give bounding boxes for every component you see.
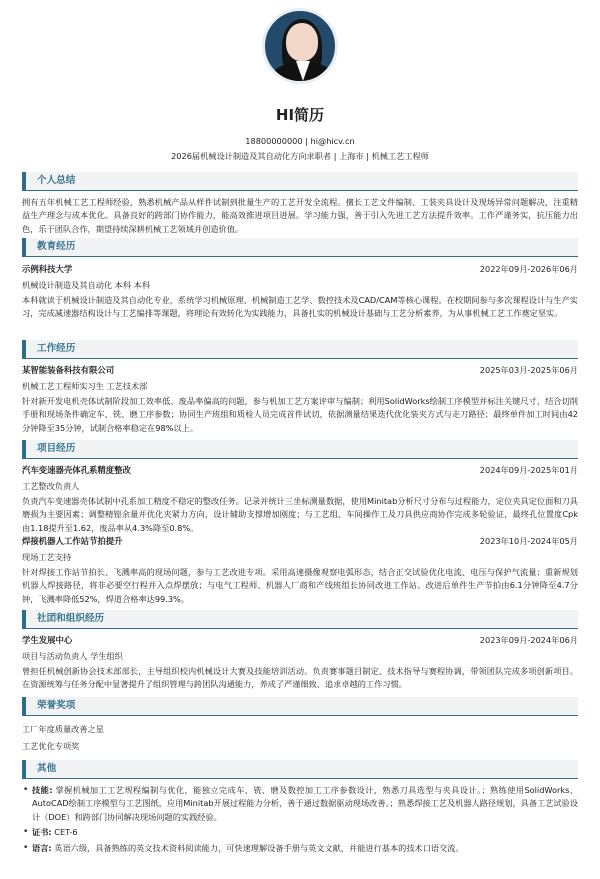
company-name: 某智能装备科技有限公司	[22, 365, 115, 375]
section-header-education	[22, 238, 578, 257]
section-marker	[22, 440, 26, 458]
campus-date: 2023年09月-2024年06月	[479, 635, 578, 645]
section-title: 其他	[37, 763, 57, 774]
section-title: 荣誉奖项	[37, 700, 76, 711]
section-title: 个人总结	[37, 175, 76, 186]
project-name: 汽车变速器壳体孔系精度整改	[22, 465, 131, 475]
section-title: 项目经历	[37, 443, 76, 454]
photo-face-shape	[286, 23, 318, 61]
skills-item	[22, 784, 578, 824]
project-text: 负责汽车变速器壳体试制中孔系加工精度不稳定的整改任务。记录并统计三坐标测量数据，使用Minitab分析尺寸分布与过程能力，定位夹具定位面和刀具磨损为主要因素；调整精镗余量并优化夹紧力方向，设计辅助支撑增加刚度；与工艺组、车间操作工及刀具供应商协作完成多轮验证，最终孔位置度Cpk由1.18提升至1.62，废品率从4.3%降至0.8%。	[22, 495, 578, 533]
project-block-1	[22, 464, 578, 535]
project-date: 2023年10月-2024年05月	[479, 536, 578, 546]
summary-block	[22, 196, 578, 236]
project-name: 焊接机器人工作站节拍提升	[22, 536, 123, 546]
campus-block	[22, 634, 578, 692]
item-text: 英语六级，具备熟练的英文技术资料阅读能力，可快速理解设备手册与英文文献，并能进行基本的技术口语交流。	[54, 842, 464, 853]
work-role: 机械工艺工程师实习生 工艺技术部	[22, 380, 148, 391]
section-marker	[22, 238, 26, 256]
campus-text: 曾担任机械创新协会技术部部长，主导组织校内机械设计大赛及技能培训活动。负责赛事题目制定、技术指导与赛程协调，带领团队完成多项创新项目。在资源统筹与任务分配中显著提升了组织管理与跨团队沟通能力，养成了严谨细致、追求卓越的工作习惯。	[22, 665, 578, 690]
item-label: 语言:	[32, 842, 52, 853]
language-item	[22, 842, 578, 855]
work-text: 针对新开发电机壳体试制阶段加工效率低、废品率偏高的问题，参与机加工艺方案评审与编制；利用SolidWorks绘制工序模型并标注关键尺寸，结合切削手册和现场条件确定车、铣、磨工序参数；协同生产班组和质检人员完成首件试切，依据测量结果迭代优化装夹方式与走刀路径；最终单件加工时间由42分钟降至35分钟，试制合格率稳定在98%以上。	[22, 395, 578, 433]
other-block	[22, 784, 578, 855]
profile-photo	[262, 8, 338, 84]
section-header-awards	[22, 697, 578, 716]
project-text: 针对焊接工作站节拍长、飞溅率高的现场问题，参与工艺改进专项。采用高速摄像观察电弧形态，结合正交试验优化电流、电压与保护气流量；重新规划机器人焊接路径，将非必要空行程并入点焊摆放；与电气工程师、机器人厂商和产线班组长协同改进工作站。改进后单件生产节拍由6.1分钟降至4.7分钟，飞溅率降低52%，焊道合格率达99.3%。	[22, 566, 578, 604]
section-marker	[22, 760, 26, 778]
item-label: 技能:	[32, 785, 53, 795]
work-header-row	[22, 364, 578, 377]
section-title: 社团和组织经历	[37, 613, 105, 624]
award-item: 工艺优化专项奖	[22, 741, 80, 751]
campus-header-row	[22, 634, 578, 647]
section-header-campus	[22, 610, 578, 629]
job-objective: 2026届机械设计制造及其自动化方向求职者 | 上海市 | 机械工艺工程师	[171, 151, 429, 161]
section-marker	[22, 697, 26, 715]
candidate-name: HI简历	[275, 106, 325, 124]
summary-text: 拥有五年机械工艺工程师经验，熟悉机械产品从样件试制到批量生产的工艺开发全流程。擅长工艺文件编制、工装夹具设计及现场异常问题解决，注重精益生产理念与成本优化。具备良好的跨部门协作能力，能高效推进项目进展。学习能力强，善于引入先进工艺方法提升效率。工作严谨务实，抗压能力出色，乐于团队合作，期望持续深耕机械工艺领域并创造价值。	[22, 197, 578, 234]
campus-role: 项目与活动负责人 学生组织	[22, 650, 123, 661]
project-role: 工艺整改负责人	[22, 480, 80, 491]
item-text: CET-6	[54, 827, 78, 838]
other-list	[22, 784, 578, 855]
org-name: 学生发展中心	[22, 635, 73, 645]
education-major: 机械设计制造及其自动化 本科 本科	[22, 279, 151, 290]
section-header-projects	[22, 440, 578, 459]
section-header-other	[22, 760, 578, 779]
education-text: 本科就读于机械设计制造及其自动化专业，系统学习机械原理、机械制造工艺学、数控技术及CAD/CAM等核心课程。在校期间参与多次课程设计与生产实习，完成减速器结构设计与工艺编排等课题，将理论有效转化为实践能力，具备扎实的机械设计基础与工艺分析素养，为从事机械工艺工作奠定坚实。	[22, 294, 578, 319]
project-date: 2024年09月-2025年01月	[479, 465, 578, 475]
work-date: 2025年03月-2025年06月	[479, 365, 578, 375]
project-role: 现场工艺支持	[22, 551, 72, 562]
project-block-2	[22, 535, 578, 606]
project-header-row	[22, 464, 578, 477]
item-label: 证书:	[32, 827, 52, 838]
project-header-row	[22, 535, 578, 548]
section-header-work	[22, 340, 578, 359]
section-title: 工作经历	[37, 343, 76, 354]
award-item: 工厂年度质量改善之星	[22, 724, 104, 734]
education-date: 2022年09月-2026年06月	[479, 264, 578, 274]
school-name: 示例科技大学	[22, 264, 73, 274]
section-header-summary	[22, 172, 578, 191]
contact-info: 18800000000 | hi@hicv.cn	[245, 136, 355, 146]
education-block	[22, 263, 578, 321]
section-marker	[22, 172, 26, 190]
work-block	[22, 364, 578, 435]
awards-block	[22, 721, 578, 755]
section-marker	[22, 610, 26, 628]
certificate-item	[22, 826, 578, 839]
section-marker	[22, 340, 26, 358]
item-text: 掌握机械加工工艺规程编制与优化，能独立完成车、铣、磨及数控加工工序参数设计，熟悉刀具选型与夹具设计。；熟练使用SolidWorks、AutoCAD绘制工序模型与工艺图纸，应用Minitab开展过程能力分析，善于通过数据驱动现场改善。；熟悉焊接工艺及机器人路径规划，具备工艺试验设计（DOE）和跨部门协同解决现场问题的实践经验。	[32, 785, 579, 822]
section-title: 教育经历	[37, 241, 76, 252]
education-header-row	[22, 263, 578, 276]
